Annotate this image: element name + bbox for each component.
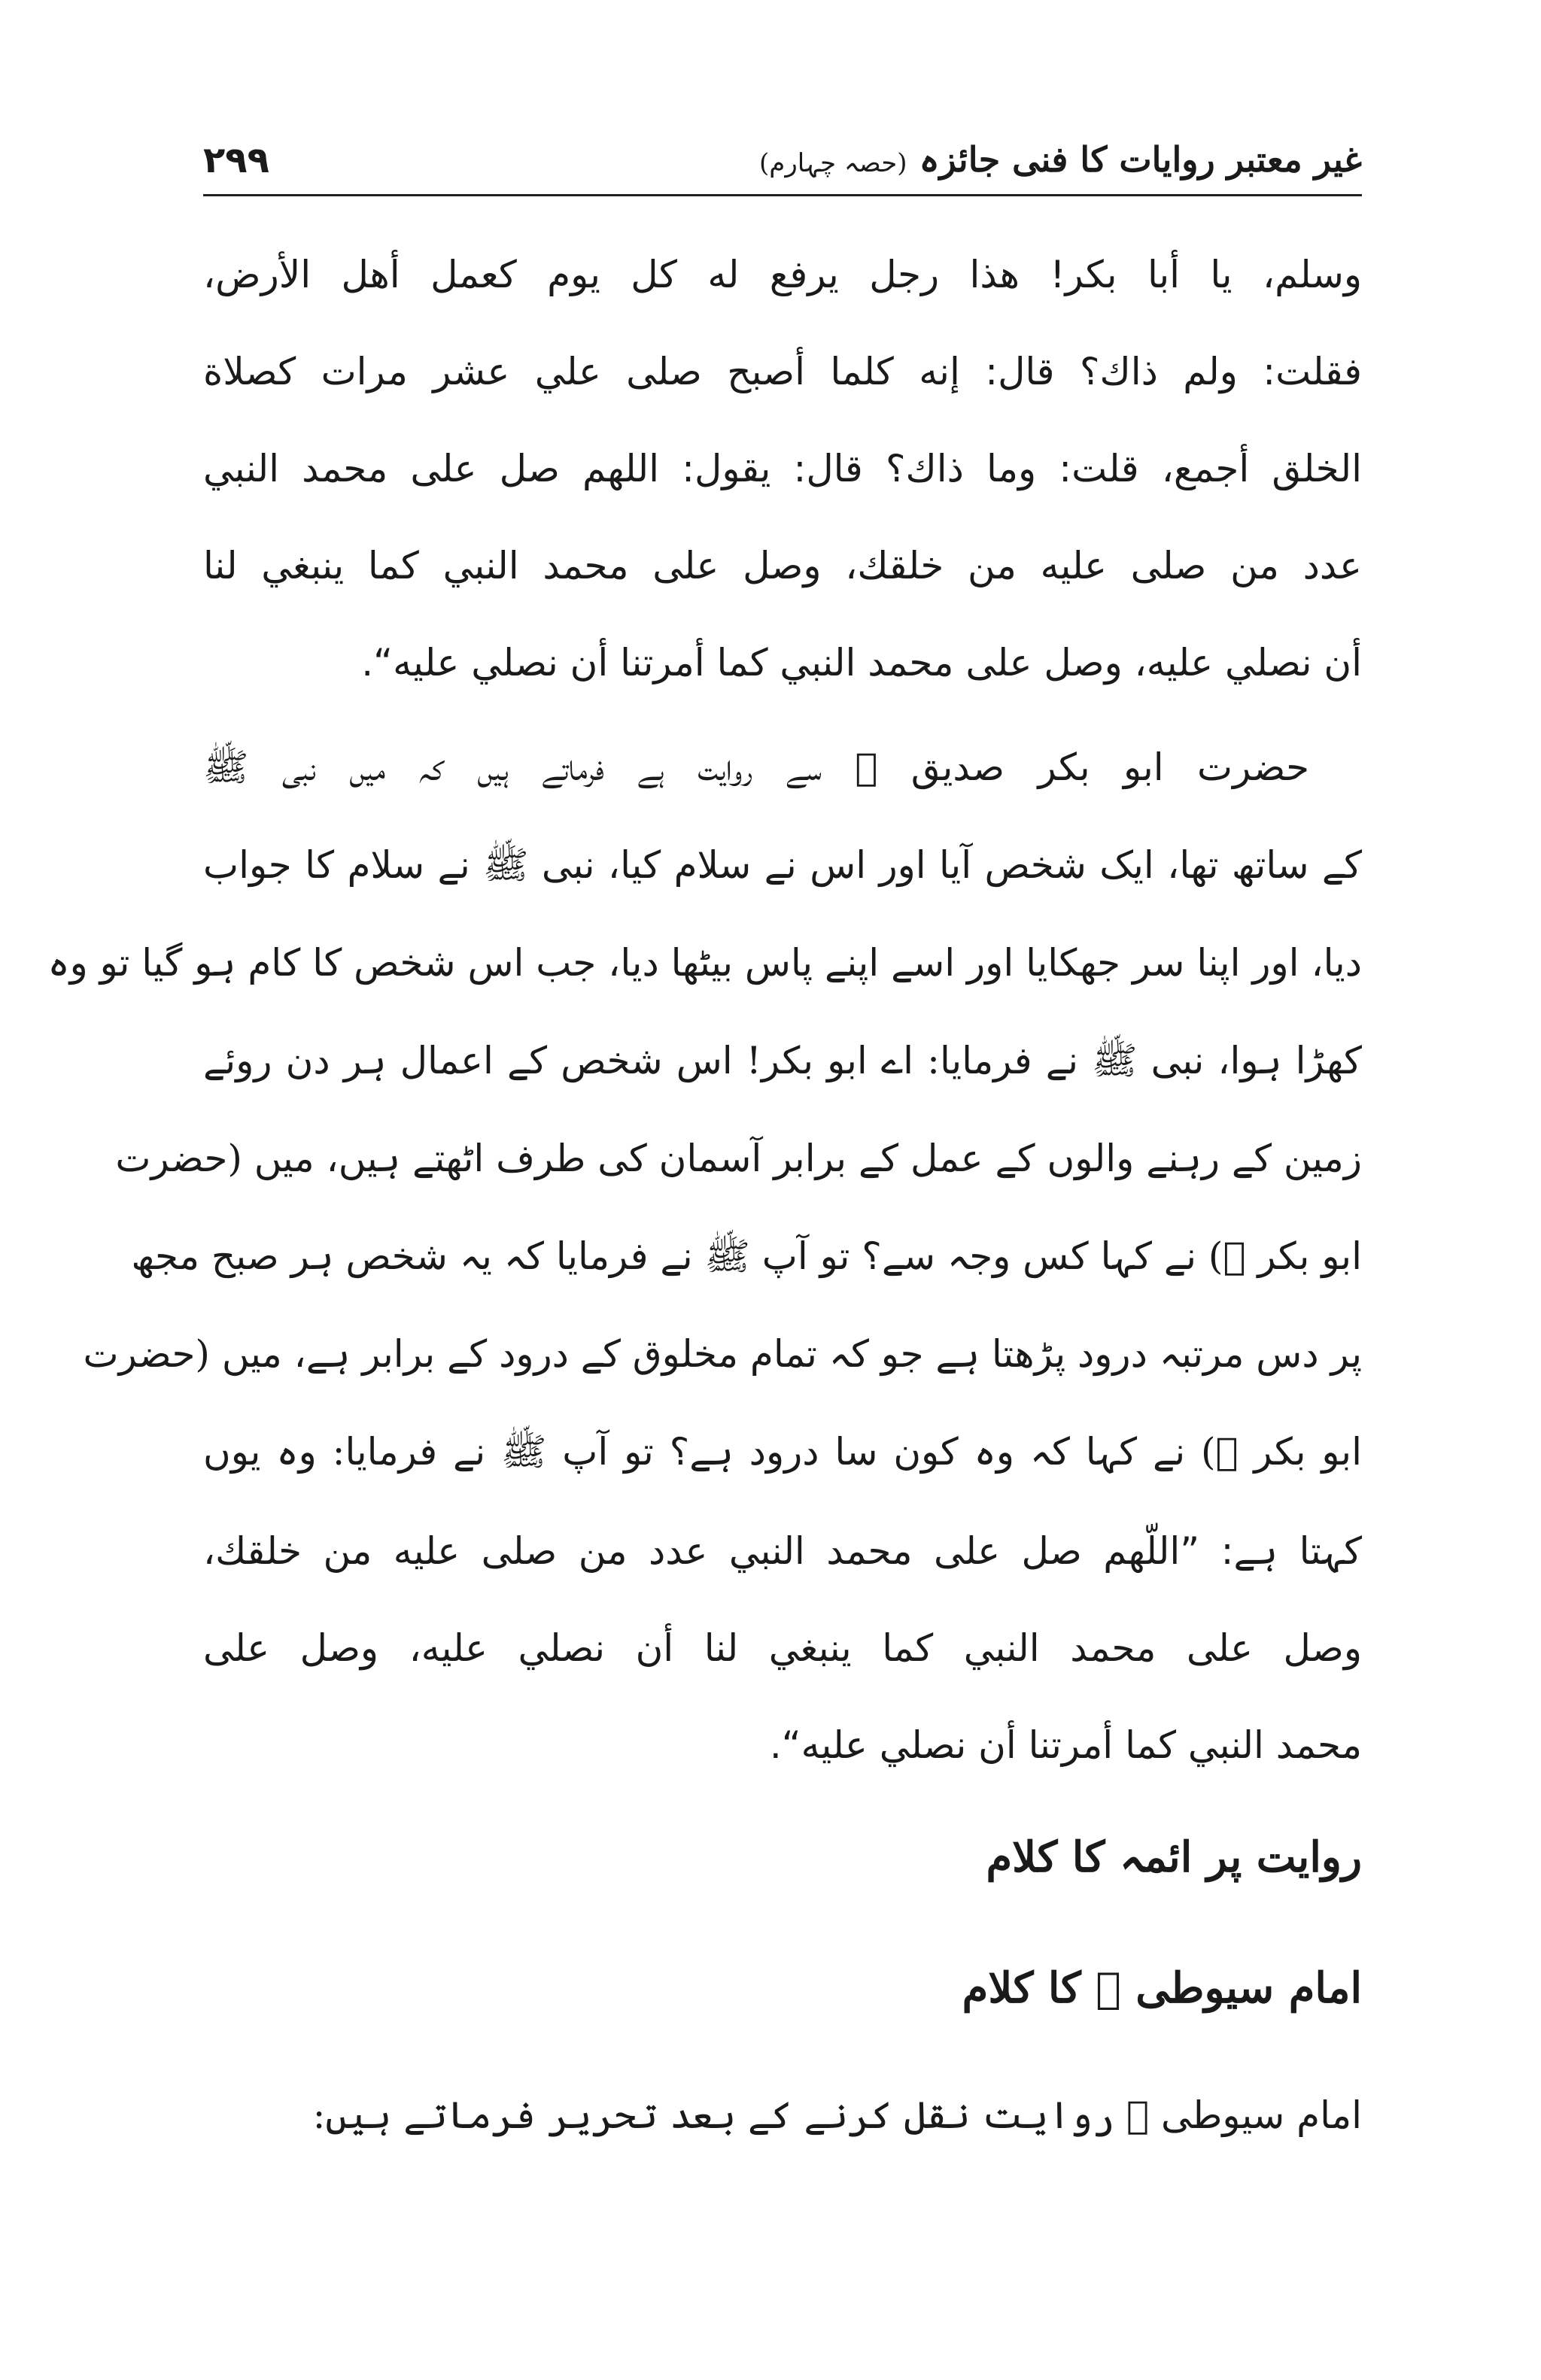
urdu-line: حضرت ابو بکر صدیق ﷛ سے روایت ہے فرماتے ہیں کہ میں نبی ﷺ bbox=[203, 745, 1309, 789]
urdu-line: پر دس مرتبہ درود پڑھتا ہے جو کہ تمام مخلوق کے درود کے برابر ہے، میں (حضرت bbox=[83, 1332, 1362, 1376]
arabic-line: محمد النبي كما أمرتنا أن نصلي عليه“. bbox=[769, 1723, 1362, 1767]
page-number: ۲۹۹ bbox=[203, 139, 269, 181]
urdu-line: ابو بکر ﷛) نے کہا کہ وہ کون سا درود ہے؟ تو آپ ﷺ نے فرمایا: وہ یوں bbox=[203, 1430, 1362, 1474]
running-title bbox=[759, 139, 1362, 180]
urdu-line: کھڑا ہوا، نبی ﷺ نے فرمایا: اے ابو بکر! اس شخص کے اعمال ہر دن روئے bbox=[203, 1039, 1362, 1082]
arabic-line: عدد من صلى عليه من خلقك، وصل على محمد النبي كما ينبغي لنا bbox=[203, 544, 1362, 587]
arabic-line: الخلق أجمع، قلت: وما ذاك؟ قال: يقول: اللهم صل على محمد النبي bbox=[203, 447, 1362, 490]
subsection-heading: امام سیوطی ﷫ کا کلام bbox=[962, 1963, 1362, 2013]
header-rule bbox=[203, 194, 1362, 196]
book-title: غیر معتبر روایات کا فنی جائزہ bbox=[919, 139, 1362, 180]
urdu-line: زمین کے رہنے والوں کے عمل کے برابر آسمان کی طرف اٹھتے ہیں، میں (حضرت bbox=[115, 1137, 1362, 1180]
book-part: (حصہ چہارم) bbox=[759, 148, 907, 178]
page-header bbox=[203, 139, 1362, 184]
urdu-line: ابو بکر ﷛) نے کہا کس وجہ سے؟ تو آپ ﷺ نے فرمایا کہ یہ شخص ہر صبح مجھ bbox=[131, 1234, 1362, 1278]
arabic-line: وسلم، يا أبا بكر! هذا رجل يرفع له كل يوم كعمل أهل الأرض، bbox=[203, 253, 1362, 296]
section-heading: روایت پر ائمہ کا کلام bbox=[986, 1832, 1362, 1882]
mixed-line: کہتا ہے: ”اللّهم صل على محمد النبي عدد من صلى عليه من خلقك، bbox=[203, 1529, 1362, 1573]
urdu-line: کے ساتھ تھا، ایک شخص آیا اور اس نے سلام کیا، نبی ﷺ نے سلام کا جواب bbox=[203, 843, 1362, 887]
arabic-line: أن نصلي عليه، وصل على محمد النبي كما أمرتنا أن نصلي عليه“. bbox=[361, 641, 1362, 685]
closing-line: امام سیوطی ﷫ روایت نقل کرنے کے بعد تحریر فرماتے ہیں: bbox=[312, 2093, 1362, 2137]
arabic-line: وصل على محمد النبي كما ينبغي لنا أن نصلي عليه، وصل على bbox=[203, 1626, 1362, 1670]
urdu-line: دیا، اور اپنا سر جھکایا اور اسے اپنے پاس بیٹھا دیا، جب اس شخص کا کام ہو گیا تو وہ bbox=[47, 941, 1362, 985]
arabic-line: فقلت: ولم ذاك؟ قال: إنه كلما أصبح صلى علي عشر مرات كصلاة bbox=[203, 350, 1362, 393]
